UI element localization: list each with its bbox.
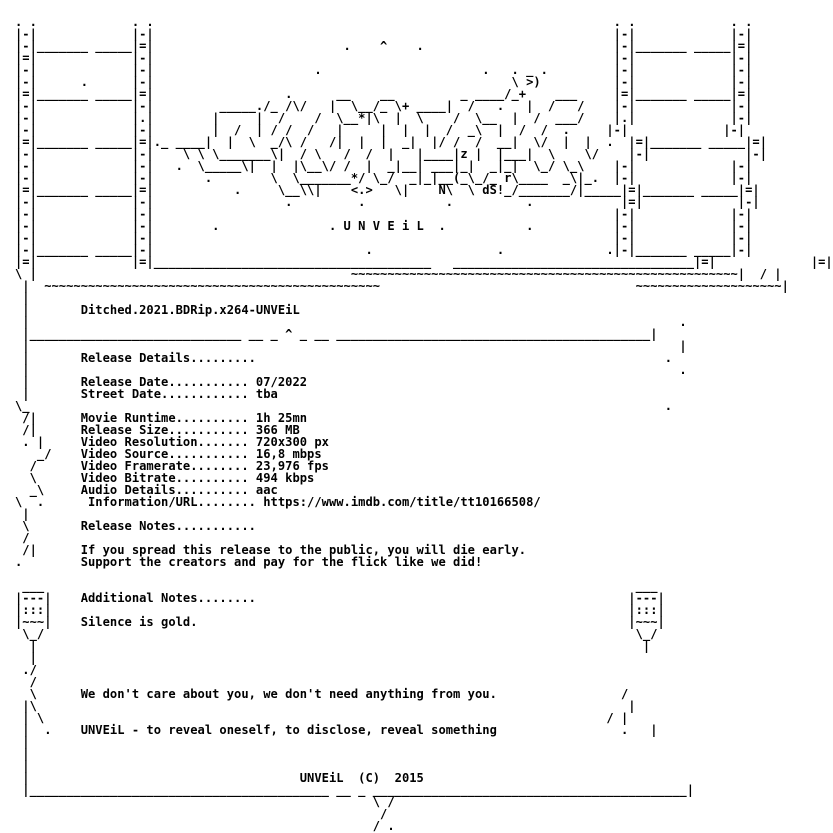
nfo-line: | ~~~~~~~~~~~~~~~~~~~~~~~~~~~~~~~~~~~~~~~~~~~~~~ ~~~~~~~~~~~~~~~~~~~~| [15, 279, 789, 293]
video-bitrate: \ Video Bitrate.......... 494 kbps [15, 471, 315, 485]
tagline-2: | . UNVEiL - to reveal oneself, to disclose, reveal something . | [15, 723, 658, 737]
release-name: | Ditched.2021.BDRip.x264-UNVEiL [15, 303, 300, 317]
nfo-line: / [15, 675, 37, 689]
nfo-line: |-| . |-| \ >) |-| |-| [15, 75, 753, 89]
nfo-line: | [15, 507, 30, 521]
additional-notes-heading: |---| Additional Notes........ |---| [15, 591, 665, 605]
nfo-line: \ / [15, 795, 395, 809]
nfo-line: | \ / | [15, 711, 629, 725]
nfo-line: | [15, 759, 30, 773]
nfo-group-name: |-| |-| . . U N V E i L . . |-| |-| [15, 219, 753, 233]
nfo-line: |=| |-| |-| |-| [15, 51, 753, 65]
audio-details: _\ Audio Details.......... aac [15, 483, 278, 497]
nfo-line: |-| |-| _____./_ /\/ | \__/_ \+ ____| / . | / / |-| |-| [15, 99, 753, 113]
video-source: _/ Video Source........... 16,8 mbps [15, 447, 322, 461]
nfo-line: \_ . [15, 399, 673, 413]
nfo-line: / [15, 807, 388, 821]
additional-notes-text: |~~~| Silence is gold. |~~~| [15, 615, 665, 629]
nfo-line: | . [15, 363, 687, 377]
nfo-text-block [15, 16, 833, 832]
nfo-line: |:::| |:::| [15, 603, 665, 617]
release-size: /| Release Size........... 366 MB [15, 423, 300, 437]
nfo-line: |-| |-| . \ \_______*/ \_/ _|_|__(_\_/_ r\____ _\|_. |-| |-| [15, 171, 753, 185]
nfo-line: |=| |=|______________________________________ _________________________________|=| |=| [15, 255, 833, 269]
nfo-line: |=|_______ _____|=| . \__\\| <.> \| N\ \ dS!_/_______/|_____|=|_______ _____|=| [15, 183, 760, 197]
nfo-line: |\ | [15, 699, 636, 713]
nfo-line: | [15, 747, 30, 761]
movie-runtime: /| Movie Runtime.......... 1h 25mn [15, 411, 308, 425]
nfo-line: |=|_______ _____|=|._ ____| | \ _/\ / /| | | _| |/ / / __| \/ | | . |=|_______ _____|=| [15, 135, 768, 149]
nfo-line: \_/ \_/ [15, 627, 658, 641]
information-url: \ . Information/URL........ https://www.imdb.com/title/tt10166508/ [15, 495, 541, 509]
nfo-line: / [15, 531, 30, 545]
release-notes-heading: \ Release Notes........... [15, 519, 256, 533]
nfo-line: \ | ~~~~~~~~~~~~~~~~~~~~~~~~~~~~~~~~~~~~~~~~~~~~~~~~~~~~~| / | [15, 267, 782, 281]
nfo-divider: |_____________________________ __ _ ^ _ __ ___________________________________________| [15, 327, 658, 341]
copyright: | UNVEiL (C) 2015 [15, 771, 424, 785]
nfo-line: |-| |-| \ \ \_______\| / \ / / | |____|z | |___| \ \/ |-| |-| [15, 147, 768, 161]
nfo-line: |=|_______ _____|=| . __ __ _ ____/_+ ___ |=|_______ _____|=| [15, 87, 753, 101]
nfo-line: |-|_______ _____|-| . . .|-|_______ _____|-| [15, 243, 753, 257]
nfo-line: | | [15, 639, 651, 653]
nfo-line: . . . . . . . . [15, 15, 753, 29]
nfo-bottom-border: |_________________________________________ __ _ ___________________________________________| [15, 783, 694, 797]
nfo-line: | | [15, 339, 687, 353]
nfo-line: | [15, 735, 30, 749]
video-resolution: . | Video Resolution....... 720x300 px [15, 435, 329, 449]
nfo-line: | . [15, 315, 687, 329]
nfo-line: |-| |-| . \_____\| | |\__\/ / | _|__| ___|_| _|_| \_/ \_\ |-| |-| [15, 159, 753, 173]
nfo-line: |-| |-| | / | / / / | | | | / _\ | / / . |-| |-| [15, 123, 746, 137]
release-date: | Release Date........... 07/2022 [15, 375, 308, 389]
release-details-heading: | Release Details......... . [15, 351, 673, 365]
nfo-line: |-| |-| |-| |-| [15, 207, 753, 221]
nfo-line: |-| |-| |-| |-| [15, 231, 753, 245]
street-date: | Street Date............ tba [15, 387, 278, 401]
nfo-line: |-|_______ _____|=| . ^ . |-|_______ _____|=| [15, 39, 753, 53]
nfo-line: |-| |.| | | / / \__*|\ | \ / \__ | / ___/ |.| |-| [15, 111, 753, 125]
release-notes-line-2: . Support the creators and pay for the flick like we did! [15, 555, 483, 569]
nfo-line: |-| |-| . . . _ . |-| |-| [15, 63, 753, 77]
video-framerate: / Video Framerate........ 23,976 fps [15, 459, 329, 473]
nfo-line: |-| |-| |-| |-| [15, 27, 753, 41]
nfo-line: / . [15, 819, 395, 833]
release-notes-line-1: /| If you spread this release to the public, you will die early. [15, 543, 527, 557]
nfo-line: | [15, 651, 37, 665]
nfo-line: | [15, 291, 30, 305]
nfo-line: ___ ___ [15, 579, 658, 593]
nfo-line: ./ [15, 663, 37, 677]
tagline-1: \ We don't care about you, we don't need anything from you. / [15, 687, 629, 701]
nfo-line: |-| |-| . . . . |=| |-| [15, 195, 760, 209]
